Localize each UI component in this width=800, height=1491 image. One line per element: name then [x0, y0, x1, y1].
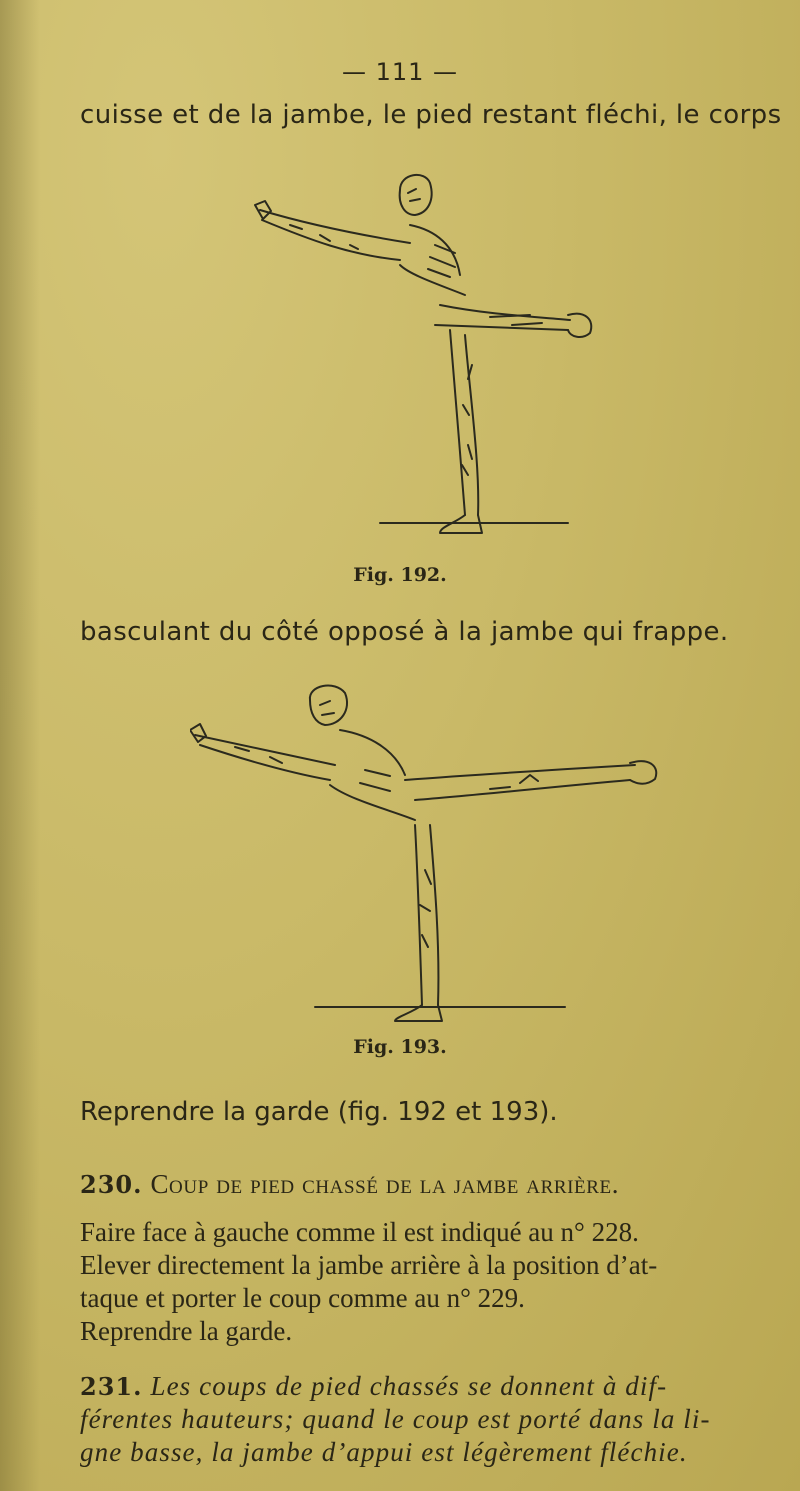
section-230-title: Coup de pied chassé de la jambe arrière. — [150, 1169, 620, 1199]
figure-193-caption: Fig. 193. — [353, 1036, 447, 1058]
reprendre-line: Reprendre la garde (fig. 192 et 193). — [80, 1097, 558, 1127]
text-line-top: cuisse et de la jambe, le pied restant fléchi, le corps — [80, 100, 782, 130]
section-231-text: Les coups de pied chassés se donnent à dif- — [150, 1371, 668, 1401]
figure-192-caption: Fig. 192. — [353, 564, 447, 586]
page-number: — 111 — — [341, 58, 459, 86]
section-230-line: taque et porter le coup comme au n° 229. — [80, 1283, 525, 1313]
section-231-number: 231. — [80, 1372, 143, 1401]
section-230-line: Faire face à gauche comme il est indiqué au n° 228. — [80, 1217, 639, 1247]
page-edge-shadow — [0, 0, 40, 1491]
section-230-line: Reprendre la garde. — [80, 1316, 293, 1346]
section-230-number: 230. — [80, 1170, 143, 1199]
section-231-line: férentes hauteurs; quand le coup est porté dans la li- — [80, 1404, 711, 1434]
section-231-line: gne basse, la jambe d’appui est légèrement fléchie. — [80, 1437, 688, 1467]
figure-193-illustration — [190, 675, 670, 1025]
text-line-mid: basculant du côté opposé à la jambe qui frappe. — [80, 617, 729, 647]
section-230-line: Elever directement la jambe arrière à la position d’at- — [80, 1250, 658, 1280]
section-230-heading — [80, 1169, 619, 1200]
figure-192-illustration — [250, 165, 610, 550]
section-231-line — [80, 1371, 667, 1402]
